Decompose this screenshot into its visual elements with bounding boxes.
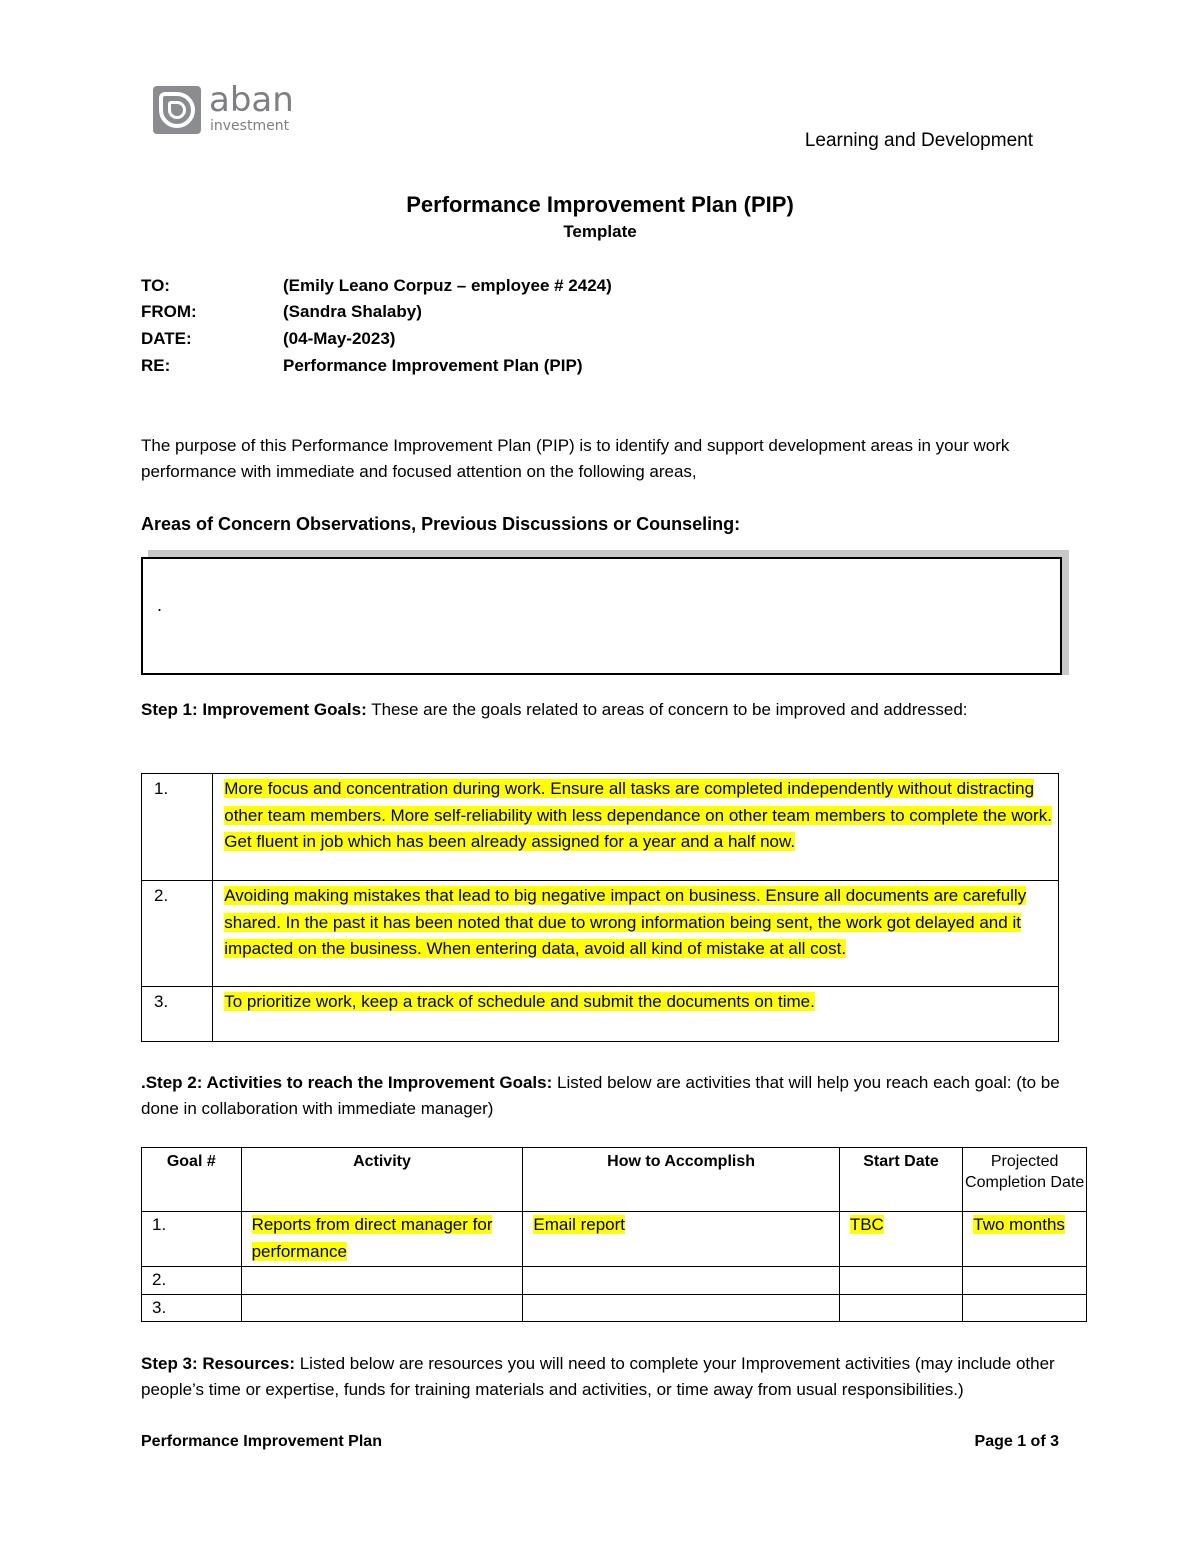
logo-subtitle: investment	[210, 118, 290, 134]
step2-label: .Step 2: Activities to reach the Improvement Goals:	[141, 1073, 553, 1092]
table-header-row	[142, 1148, 1087, 1212]
concerns-heading: Areas of Concern Observations, Previous Discussions or Counseling:	[141, 514, 741, 534]
step3-label: Step 3: Resources:	[141, 1354, 295, 1373]
memo-to-value: (Emily Leano Corpuz – employee # 2424)	[283, 276, 612, 295]
document-title: Performance Improvement Plan (PIP)	[406, 192, 794, 217]
goal-number: 1.	[142, 774, 213, 881]
table-row	[142, 1267, 1087, 1295]
goals-table	[141, 773, 1059, 1042]
cell-completion	[963, 1294, 1087, 1322]
memo-date-label: DATE:	[141, 329, 192, 348]
cell-completion	[963, 1212, 1087, 1267]
cell-completion	[963, 1267, 1087, 1295]
cell-activity	[241, 1294, 523, 1322]
activities-table	[141, 1147, 1087, 1322]
footer-page-number: Page 1 of 3	[974, 1433, 1059, 1450]
cell-activity	[241, 1267, 523, 1295]
footer-document-name: Performance Improvement Plan	[141, 1433, 382, 1450]
goal-number: 2.	[142, 881, 213, 987]
document-subtitle: Template	[563, 222, 637, 241]
memo-re-value: Performance Improvement Plan (PIP)	[283, 356, 583, 375]
cell-how	[523, 1267, 839, 1295]
cell-completion-value: Two months	[973, 1215, 1065, 1234]
column-header-goal: Goal #	[142, 1148, 242, 1212]
memo-from-label: FROM:	[141, 302, 197, 321]
cell-how	[523, 1212, 839, 1267]
cell-goal: 1.	[142, 1212, 242, 1267]
cell-start	[839, 1212, 962, 1267]
goal-text-value: To prioritize work, keep a track of schedule and submit the documents on time.	[224, 992, 815, 1011]
goal-number: 3.	[142, 987, 213, 1042]
step1-paragraph	[141, 697, 1071, 723]
cell-start	[839, 1294, 962, 1322]
step2-paragraph	[141, 1070, 1071, 1122]
concerns-content: .	[157, 595, 163, 615]
step3-text: Listed below are resources you will need to complete your Improvement activities (may include other people’s time or expertise, funds for training materials and activities, or time away from usual responsibilities.)	[141, 1354, 1055, 1399]
cell-goal: 2.	[142, 1267, 242, 1295]
cell-activity	[241, 1212, 523, 1267]
logo-mark-icon	[153, 86, 201, 134]
step1-text: These are the goals related to areas of concern to be improved and addressed:	[366, 700, 968, 719]
cell-activity-value: Reports from direct manager for performance	[251, 1215, 493, 1261]
column-header-start-date: Start Date	[839, 1148, 962, 1212]
cell-how	[523, 1294, 839, 1322]
goal-text	[213, 881, 1059, 987]
goal-text	[213, 987, 1059, 1042]
step2-text: Listed below are activities that will help you reach each goal: (to be done in collaboration with immediate manager)	[141, 1073, 1060, 1118]
goal-text	[213, 774, 1059, 881]
goal-text-value: Avoiding making mistakes that lead to big negative impact on business. Ensure all documents are carefully shared. In the past it has been noted that due to wrong information being sent, the work got delayed and it impacted on the business. When entering data, avoid all kind of mistake at all cost.	[224, 886, 1027, 958]
company-logo	[153, 80, 303, 138]
memo-to-label: TO:	[141, 276, 170, 295]
cell-start-value: TBC	[849, 1215, 884, 1234]
table-row	[142, 774, 1059, 881]
memo-date-value: (04-May-2023)	[283, 329, 396, 348]
intro-paragraph: The purpose of this Performance Improvement Plan (PIP) is to identify and support development areas in your work performance with immediate and focused attention on the following areas,	[141, 436, 1010, 481]
department-header: Learning and Development	[804, 130, 1033, 151]
table-row	[142, 1212, 1087, 1267]
step3-paragraph	[141, 1351, 1059, 1403]
logo-name: aban	[209, 80, 294, 120]
cell-start	[839, 1267, 962, 1295]
column-header-activity: Activity	[241, 1148, 523, 1212]
table-row	[142, 1294, 1087, 1322]
table-row	[142, 987, 1059, 1042]
table-row	[142, 881, 1059, 987]
memo-from-value: (Sandra Shalaby)	[283, 302, 422, 321]
cell-goal: 3.	[142, 1294, 242, 1322]
concerns-box[interactable]	[141, 557, 1062, 675]
cell-how-value: Email report	[533, 1215, 625, 1234]
memo-re-label: RE:	[141, 356, 171, 375]
goal-text-value: More focus and concentration during work. Ensure all tasks are completed independently without distracting other team members. More self-reliability with less dependance on other team members to complete the work. Get fluent in job which has been already assigned for a year and a half now.	[224, 779, 1052, 851]
column-header-how: How to Accomplish	[523, 1148, 839, 1212]
step1-label: Step 1: Improvement Goals:	[141, 700, 367, 719]
column-header-completion-date: Projected Completion Date	[963, 1148, 1087, 1212]
